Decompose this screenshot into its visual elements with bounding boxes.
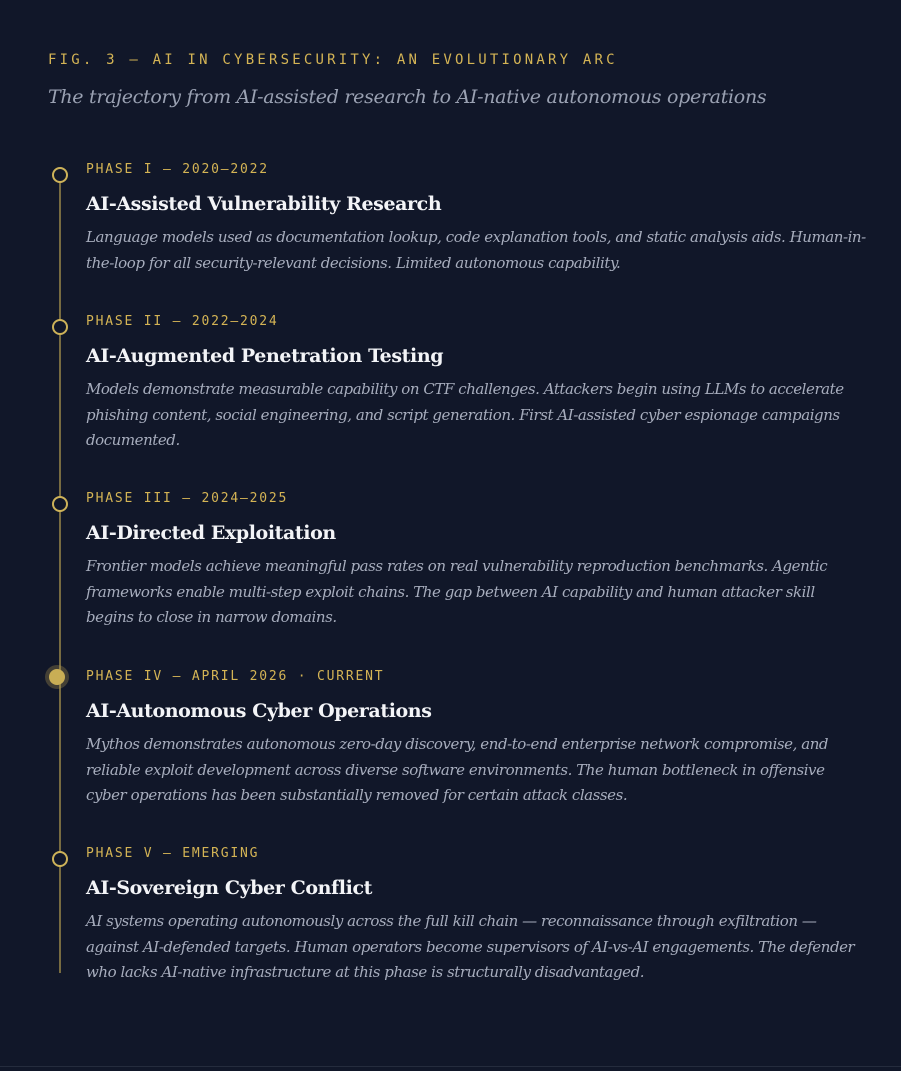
phase-description: Frontier models achieve meaningful pass rates on real vulnerability reproduction benchmarks. Agentic frameworks enable multi-step exploit chains. The gap between AI capability and human attacker skill begins to close in narrow domains.: [86, 557, 828, 626]
phase-title: AI-Assisted Vulnerability Research: [86, 193, 442, 215]
figure-label: FIG. 3 — AI IN CYBERSECURITY: AN EVOLUTIONARY ARC: [48, 52, 618, 68]
phase-1: [86, 161, 866, 276]
phase-label: PHASE I — 2020–2022: [86, 162, 269, 177]
current-phase-marker-icon: [49, 669, 65, 685]
phase-title: AI-Autonomous Cyber Operations: [86, 700, 432, 722]
phase-marker-icon: [52, 319, 68, 335]
phase-label: PHASE II — 2022–2024: [86, 314, 279, 329]
phase-title: AI-Directed Exploitation: [86, 522, 336, 544]
phase-description: AI systems operating autonomously across the full kill chain — reconnaissance through exfiltration — against AI-defended targets. Human operators become supervisors of AI-vs-AI engagements. The defender who lacks AI-native infrastructure at this phase is structurally disadvantaged.: [86, 912, 855, 981]
phase-label: PHASE V — EMERGING: [86, 846, 260, 861]
phase-3: [86, 490, 866, 631]
phase-marker-icon: [52, 167, 68, 183]
phase-2: [86, 313, 866, 454]
phase-label: PHASE IV — APRIL 2026 · CURRENT: [86, 669, 385, 684]
phase-title: AI-Sovereign Cyber Conflict: [86, 877, 372, 899]
phase-5: [86, 845, 866, 986]
phase-description: Models demonstrate measurable capability on CTF challenges. Attackers begin using LLMs to accelerate phishing content, social engineering, and script generation. First AI-assisted cyber espionage campaigns documented.: [86, 380, 844, 449]
phase-description: Mythos demonstrates autonomous zero-day discovery, end-to-end enterprise network compromise, and reliable exploit development across diverse software environments. The human bottleneck in offensive cyber operations has been substantially removed for certain attack classes.: [86, 735, 829, 804]
phase-title: AI-Augmented Penetration Testing: [86, 345, 444, 367]
phase-marker-icon: [52, 851, 68, 867]
figure-subtitle: The trajectory from AI-assisted research to AI-native autonomous operations: [48, 86, 767, 108]
phase-label: PHASE III — 2024–2025: [86, 491, 289, 506]
phase-4: [86, 668, 866, 809]
phase-description: Language models used as documentation lookup, code explanation tools, and static analysis aids. Human-in-the-loop for all security-relevant decisions. Limited autonomous capability.: [86, 228, 866, 272]
bottom-divider: [0, 1066, 901, 1067]
phase-marker-icon: [52, 496, 68, 512]
